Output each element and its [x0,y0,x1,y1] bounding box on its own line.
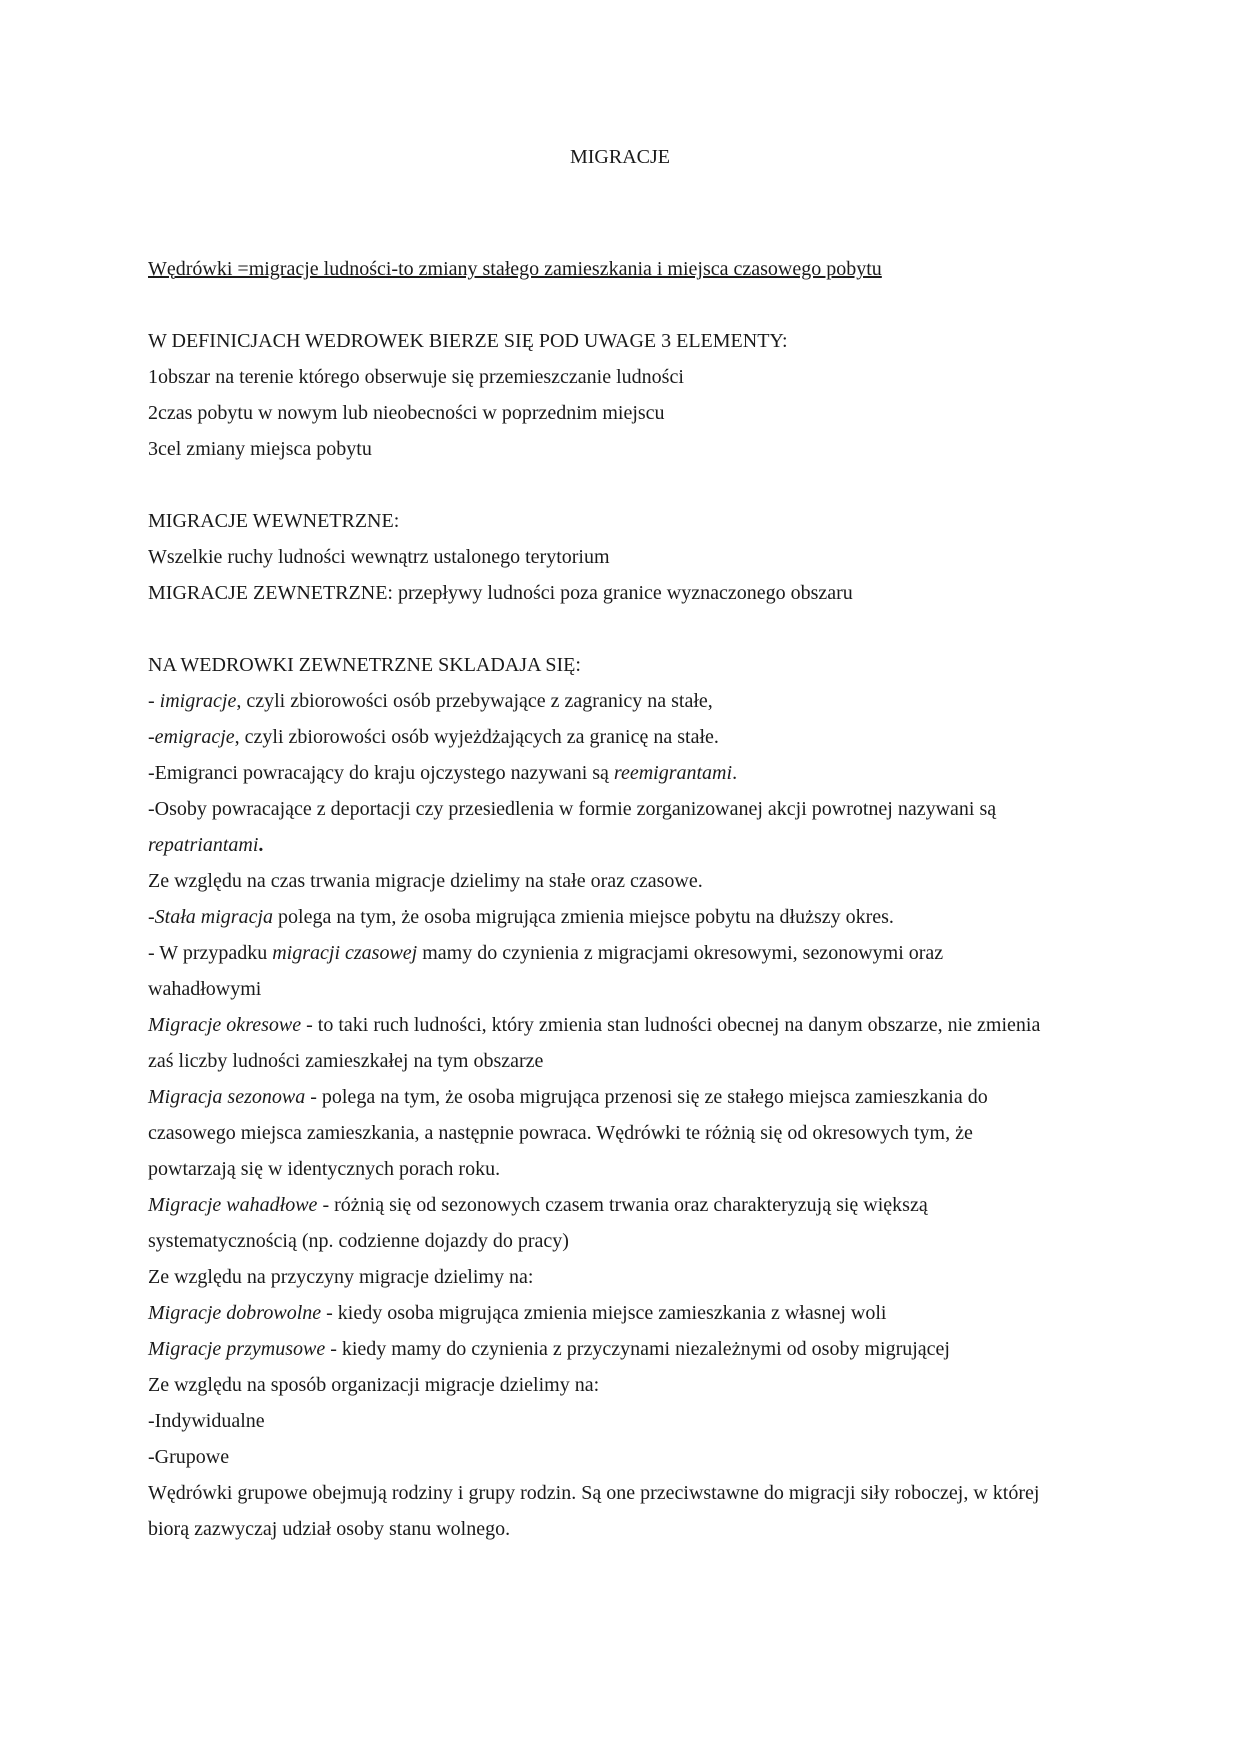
voluntary-migration-line: Migracje dobrowolne - kiedy osoba migrująca zmienia miejsce zamieszkania z własnej woli [148,1302,887,1324]
document-title: MIGRACJE [569,146,670,168]
definition-line: Wędrówki =migracje ludności-to zmiany stałego zamieszkania i miejsca czasowego pobytu [148,258,882,280]
repatriants-line: -Osoby powracające z deportacji czy przesiedlenia w formie zorganizowanej akcji powrotnej nazywani są [148,798,997,820]
pendulum-migration-line: Migracje wahadłowe - różnią się od sezonowych czasem trwania oraz charakteryzują się większą [148,1194,928,1216]
temporary-migration-line-2: wahadłowymi [148,978,262,1000]
organization-intro: Ze względu na sposób organizacji migracje dzielimy na: [148,1374,600,1396]
duration-intro: Ze względu na czas trwania migracje dzielimy na stałe oraz czasowe. [148,870,703,892]
emigration-line: -emigracje, czyli zbiorowości osób wyjeżdżających za granicę na stałe. [148,726,719,748]
external-migration-text: MIGRACJE ZEWNETRZNE: przepływy ludności poza granice wyznaczonego obszaru [148,582,853,604]
group-item: -Grupowe [148,1446,230,1468]
elements-heading: W DEFINICJACH WEDROWEK BIERZE SIĘ POD UWAGE 3 ELEMENTY: [148,330,788,352]
causes-intro: Ze względu na przyczyny migracje dzielimy na: [148,1266,534,1288]
element-item-2: 2czas pobytu w nowym lub nieobecności w poprzednim miejscu [148,402,665,424]
periodic-migration-line-2: zaś liczby ludności zamieszkałej na tym obszarze [148,1050,544,1072]
document-body [148,251,1098,1547]
forced-migration-line: Migracje przymusowe - kiedy mamy do czynienia z przyczynami niezależnymi od osoby migrującej [148,1338,950,1360]
pendulum-migration-line-2: systematycznością (np. codzienne dojazdy do pracy) [148,1230,569,1252]
reemigrants-line: -Emigranci powracający do kraju ojczystego nazywani są reemigrantami. [148,762,738,784]
individual-item: -Indywidualne [148,1410,265,1432]
element-item-3: 3cel zmiany miejsca pobytu [148,438,372,460]
group-description-line-2: biorą zazwyczaj udział osoby stanu wolnego. [148,1518,511,1540]
element-item-1: 1obszar na terenie którego obserwuje się przemieszczanie ludności [148,366,684,388]
seasonal-migration-line-3: powtarzają się w identycznych porach roku. [148,1158,501,1180]
external-migration-heading: NA WEDROWKI ZEWNETRZNE SKLADAJA SIĘ: [148,654,581,676]
seasonal-migration-line-2: czasowego miejsca zamieszkania, a następnie powraca. Wędrówki te różnią się od okresowych tym, że [148,1122,973,1144]
internal-migration-heading: MIGRACJE WEWNETRZNE: [148,510,400,532]
immigration-line: - imigracje, czyli zbiorowości osób przebywające z zagranicy na stałe, [148,690,713,712]
internal-migration-text: Wszelkie ruchy ludności wewnątrz ustalonego terytorium [148,546,610,568]
seasonal-migration-line: Migracja sezonowa - polega na tym, że osoba migrująca przenosi się ze stałego miejsca zamieszkania do [148,1086,988,1108]
group-description-line-1: Wędrówki grupowe obejmują rodziny i grupy rodzin. Są one przeciwstawne do migracji siły roboczej, w której [148,1482,1040,1504]
repatriants-term-line: repatriantami. [148,834,264,856]
temporary-migration-line: - W przypadku migracji czasowej mamy do czynienia z migracjami okresowymi, sezonowymi oraz [148,942,944,964]
permanent-migration-line: -Stała migracja polega na tym, że osoba migrująca zmienia miejsce pobytu na dłuższy okres. [148,906,894,928]
periodic-migration-line: Migracje okresowe - to taki ruch ludności, który zmienia stan ludności obecnej na danym obszarze, nie zmienia [148,1014,1041,1036]
